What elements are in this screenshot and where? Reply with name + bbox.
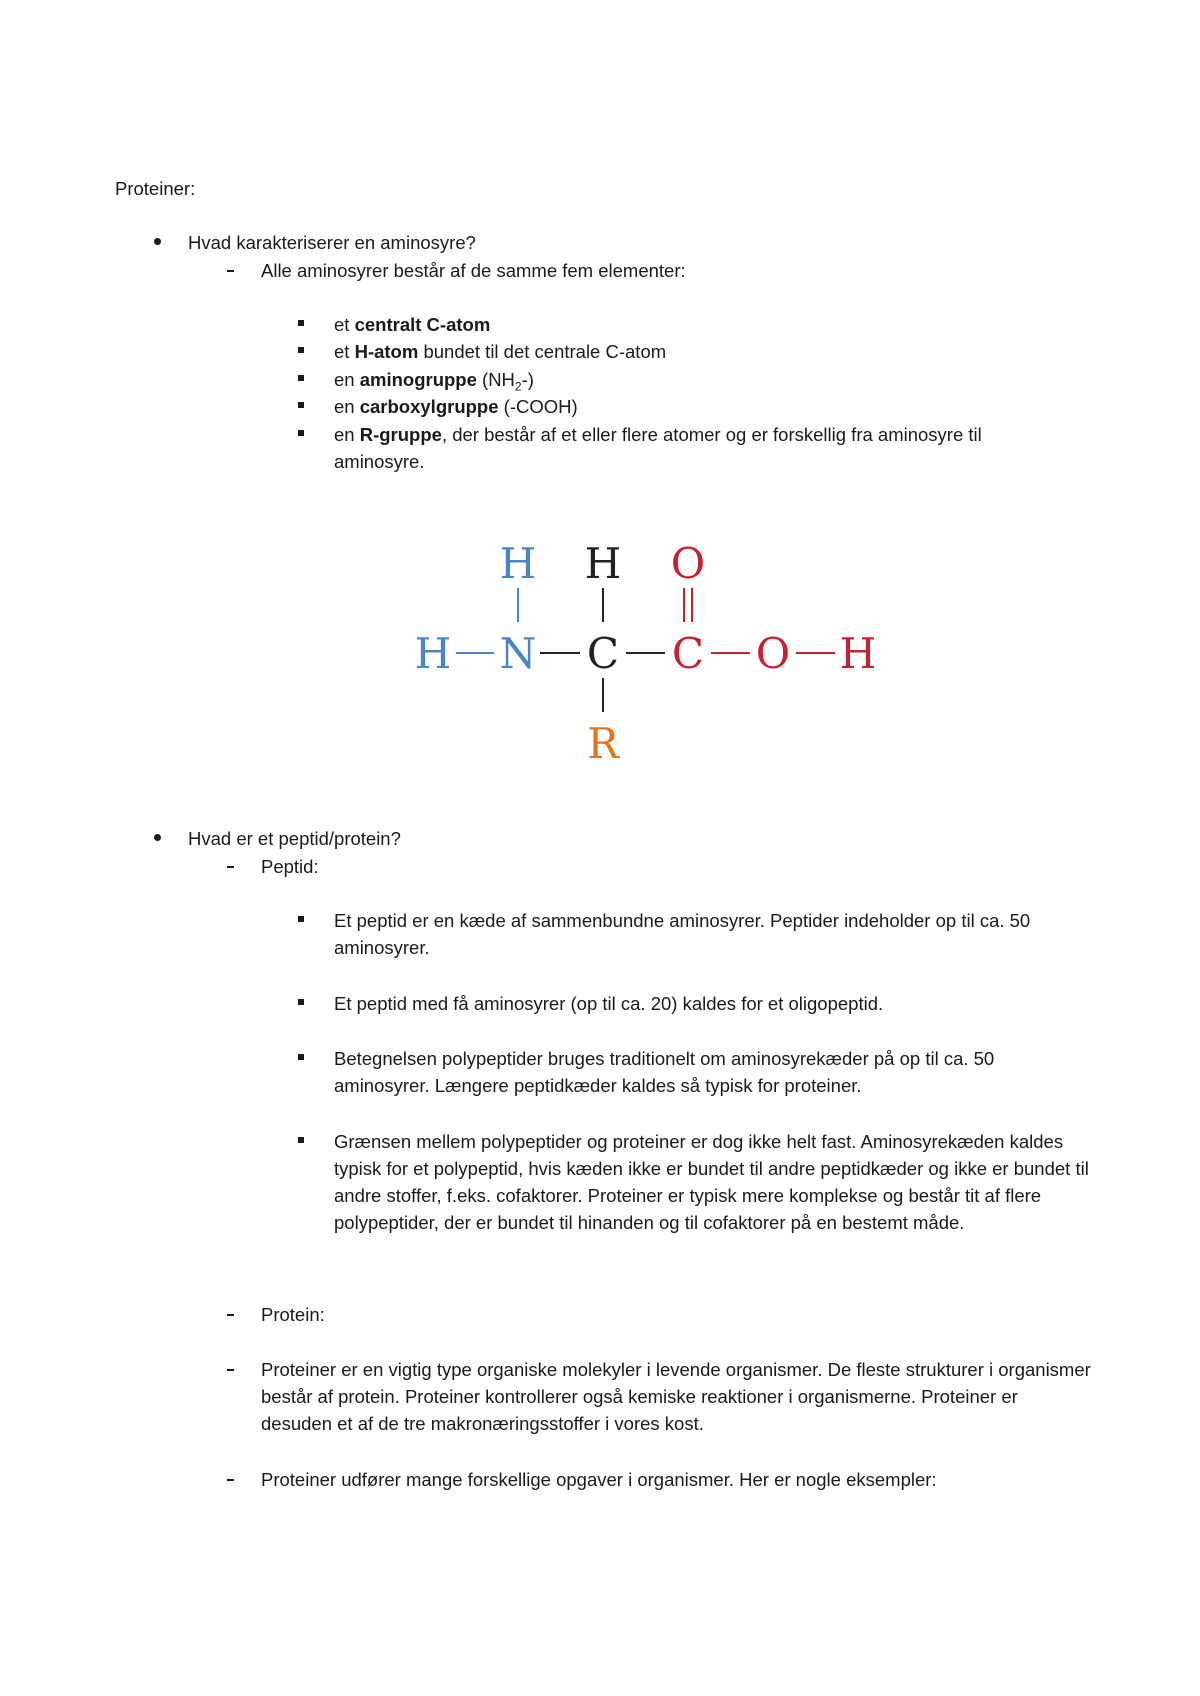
square-bullet: [298, 1137, 304, 1143]
amino-acid-diagram: [400, 530, 900, 770]
atom-h-amino-left: H: [414, 629, 452, 678]
square-bullet: [298, 999, 304, 1005]
square-bullet: [298, 402, 304, 408]
bullet-dot: [154, 834, 161, 841]
square-bullet: [298, 347, 304, 353]
question-amino-acid: Hvad karakteriserer en aminosyre?: [188, 232, 476, 253]
peptid-point: Et peptid med få aminosyrer (op til ca. 20) kaldes for et oligopeptid.: [334, 993, 884, 1014]
atom-r-group: R: [587, 719, 619, 768]
bullet-dot: [154, 238, 161, 245]
element-item: en R-gruppe, der består af et eller flere atomer og er forskellig fra aminosyre til aminosyre.: [334, 424, 982, 472]
protein-label: Protein:: [261, 1304, 325, 1325]
peptid-label: Peptid:: [261, 856, 319, 877]
square-bullet: [298, 430, 304, 436]
atom-n: N: [499, 629, 537, 678]
atom-o-carbonyl: O: [670, 539, 706, 588]
dash-marker: [227, 866, 234, 868]
dash-marker: [227, 1314, 234, 1316]
peptid-point: Betegnelsen polypeptider bruges traditionelt om aminosyrekæder på op til ca. 50 aminosyrer. Længere peptidkæder kaldes så typisk for proteiner.: [334, 1048, 995, 1096]
square-bullet: [298, 1054, 304, 1060]
peptid-point: Et peptid er en kæde af sammenbundne aminosyrer. Peptider indeholder op til ca. 50 aminosyrer.: [334, 910, 1031, 958]
element-item: en carboxylgruppe (-COOH): [334, 396, 578, 417]
atom-h-amino-top: H: [499, 539, 537, 588]
question-peptide-protein: Hvad er et peptid/protein?: [188, 828, 401, 849]
dash-marker: [227, 1479, 234, 1481]
atom-c-carboxyl: C: [671, 629, 705, 678]
atom-o-hydroxyl: O: [755, 629, 791, 678]
page-title: Proteiner:: [115, 178, 196, 199]
dash-marker: [227, 270, 234, 272]
element-item: et centralt C-atom: [334, 314, 491, 335]
square-bullet: [298, 916, 304, 922]
atom-h-hydroxyl: H: [839, 629, 877, 678]
elements-intro: Alle aminosyrer består af de samme fem elementer:: [261, 260, 686, 281]
dash-marker: [227, 1369, 234, 1371]
element-item: et H-atom bundet til det centrale C-atom: [334, 341, 667, 362]
protein-description: Proteiner er en vigtig type organiske molekyler i levende organismer. De fleste strukturer i organismer består af protein. Proteiner kontrollerer også kemiske reaktioner i organismerne. Proteiner er desuden et af de tre makronæringsstoffer i vores kost.: [261, 1359, 1091, 1434]
atom-h-center-top: H: [584, 539, 622, 588]
atom-c-alpha: C: [586, 629, 620, 678]
square-bullet: [298, 320, 304, 326]
protein-tasks-intro: Proteiner udfører mange forskellige opgaver i organismer. Her er nogle eksempler:: [261, 1469, 937, 1490]
element-item: en aminogruppe $(NH_2-)$: [334, 369, 534, 394]
square-bullet: [298, 375, 304, 381]
peptid-point: Grænsen mellem polypeptider og proteiner er dog ikke helt fast. Aminosyrekæden kaldes typisk for et polypeptid, hvis kæden ikke er bundet til andre peptidkæder og ikke er bundet til andre stoffer, f.eks. cofaktorer. Proteiner er typisk mere komplekse og består tit af flere polypeptider, der er bundet til hinanden og til cofaktorer på en bestemt måde.: [334, 1131, 1089, 1233]
